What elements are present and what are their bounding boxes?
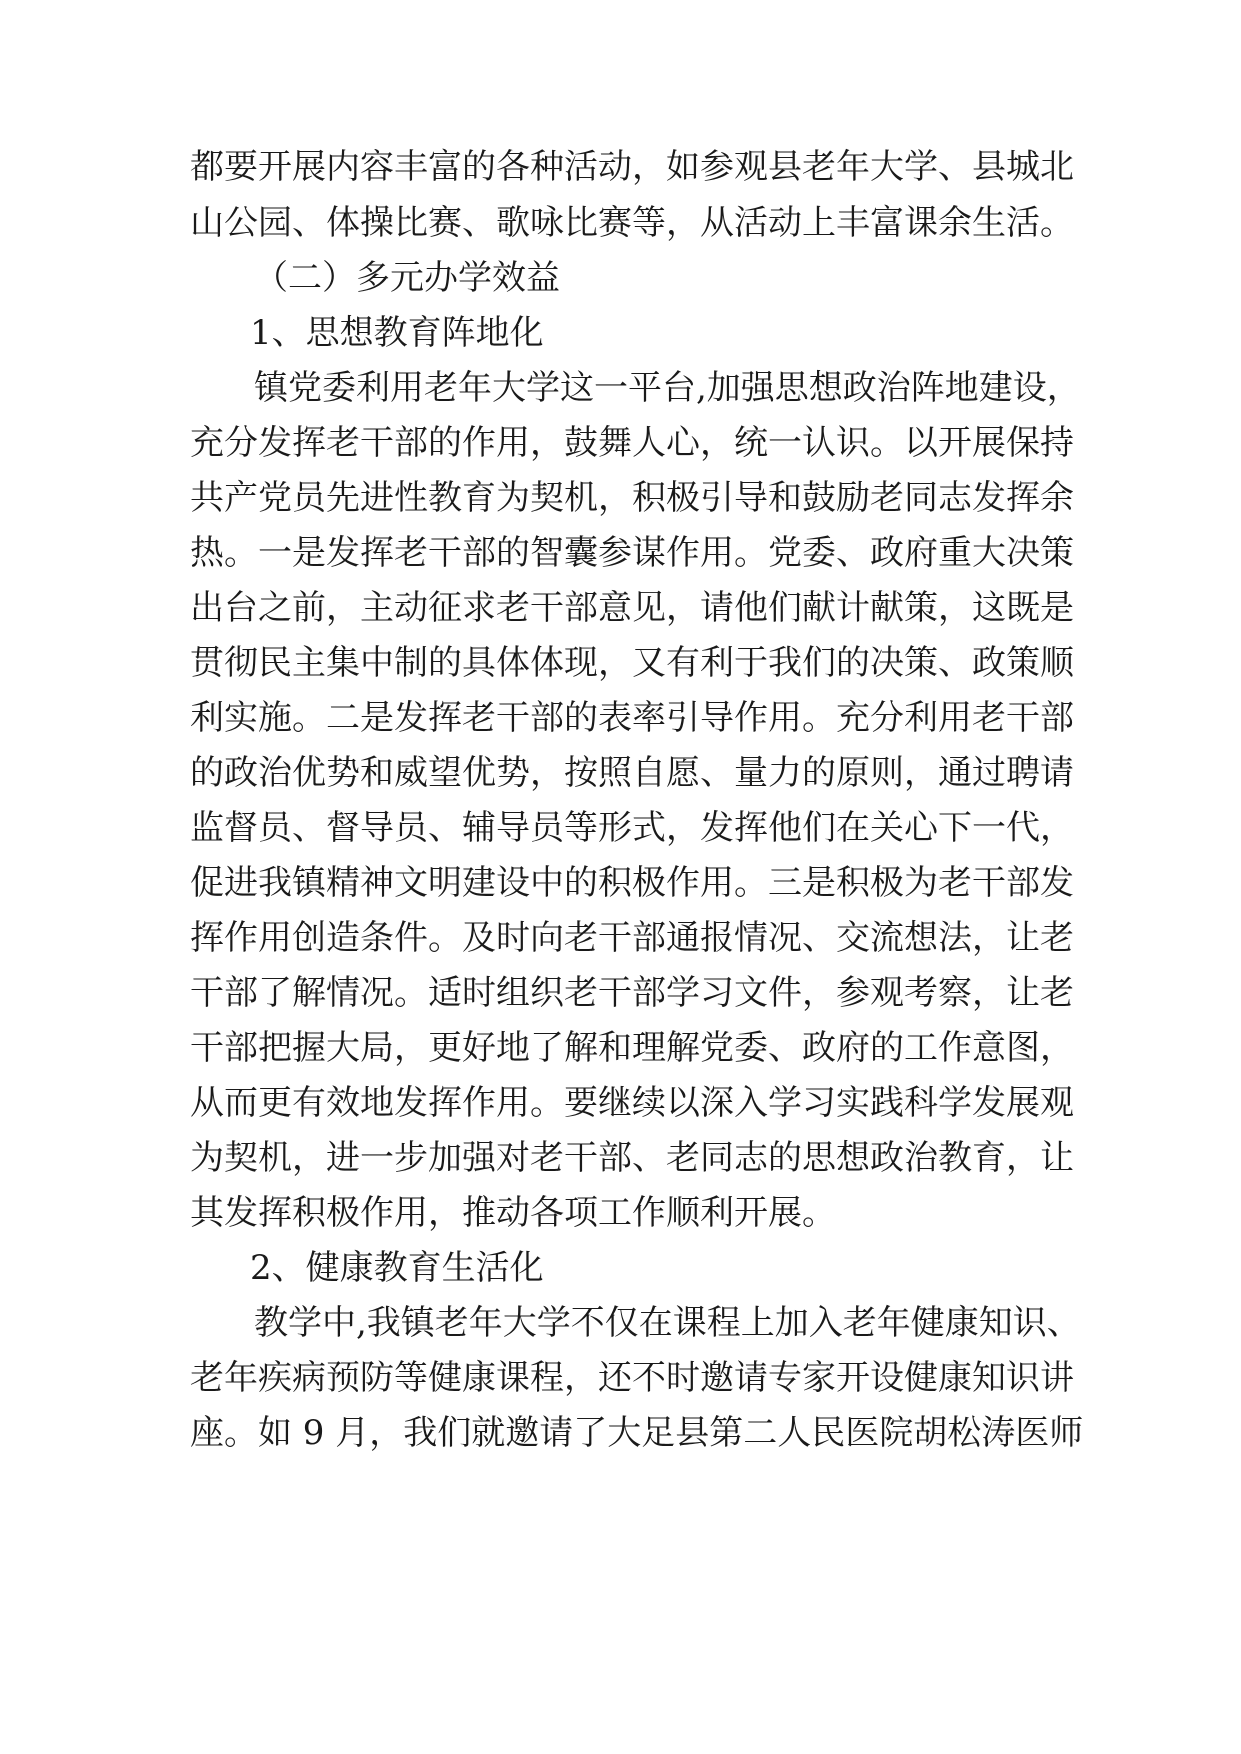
body-text-line: 贯彻民主集中制的具体体现，又有利于我们的决策、政策顺 (190, 643, 1074, 683)
body-text-line: 为契机，进一步加强对老干部、老同志的思想政治教育，让 (190, 1138, 1074, 1178)
body-text-line: 共产党员先进性教育为契机，积极引导和鼓励老同志发挥余 (190, 478, 1074, 518)
body-text-line: 都要开展内容丰富的各种活动，如参观县老年大学、县城北 (190, 147, 1074, 187)
body-text-line: 座。如 9 月，我们就邀请了大足县第二人民医院胡松涛医师 (190, 1413, 1084, 1453)
body-text-line: 老年疾病预防等健康课程，还不时邀请专家开设健康知识讲 (190, 1358, 1074, 1398)
body-text-line: 挥作用创造条件。及时向老干部通报情况、交流想法，让老 (190, 918, 1074, 958)
section-heading: （二）多元办学效益 (254, 258, 560, 298)
body-text-line: 山公园、体操比赛、歌咏比赛等，从活动上丰富课余生活。 (190, 203, 1074, 243)
body-text-line: 利实施。二是发挥老干部的表率引导作用。充分利用老干部 (190, 698, 1074, 738)
body-text-line: 镇党委利用老年大学这一平台,加强思想政治阵地建设， (254, 368, 1081, 408)
body-text-line: 教学中,我镇老年大学不仅在课程上加入老年健康知识、 (254, 1303, 1081, 1343)
subsection-heading: 2、健康教育生活化 (250, 1248, 544, 1288)
subsection-heading: 1、思想教育阵地化 (250, 313, 544, 353)
body-text-line: 热。一是发挥老干部的智囊参谋作用。党委、政府重大决策 (190, 533, 1074, 573)
body-text-line: 其发挥积极作用，推动各项工作顺利开展。 (190, 1193, 836, 1233)
body-text-line: 监督员、督导员、辅导员等形式，发挥他们在关心下一代， (190, 808, 1074, 848)
body-text-line: 的政治优势和威望优势，按照自愿、量力的原则，通过聘请 (190, 753, 1074, 793)
body-text-line: 从而更有效地发挥作用。要继续以深入学习实践科学发展观 (190, 1083, 1074, 1123)
body-text-line: 促进我镇精神文明建设中的积极作用。三是积极为老干部发 (190, 863, 1074, 903)
body-text-line: 干部了解情况。适时组织老干部学习文件，参观考察，让老 (190, 973, 1074, 1013)
body-text-line: 充分发挥老干部的作用，鼓舞人心，统一认识。以开展保持 (190, 423, 1074, 463)
body-text-line: 干部把握大局，更好地了解和理解党委、政府的工作意图， (190, 1028, 1074, 1068)
body-text-line: 出台之前，主动征求老干部意见，请他们献计献策，这既是 (190, 588, 1074, 628)
